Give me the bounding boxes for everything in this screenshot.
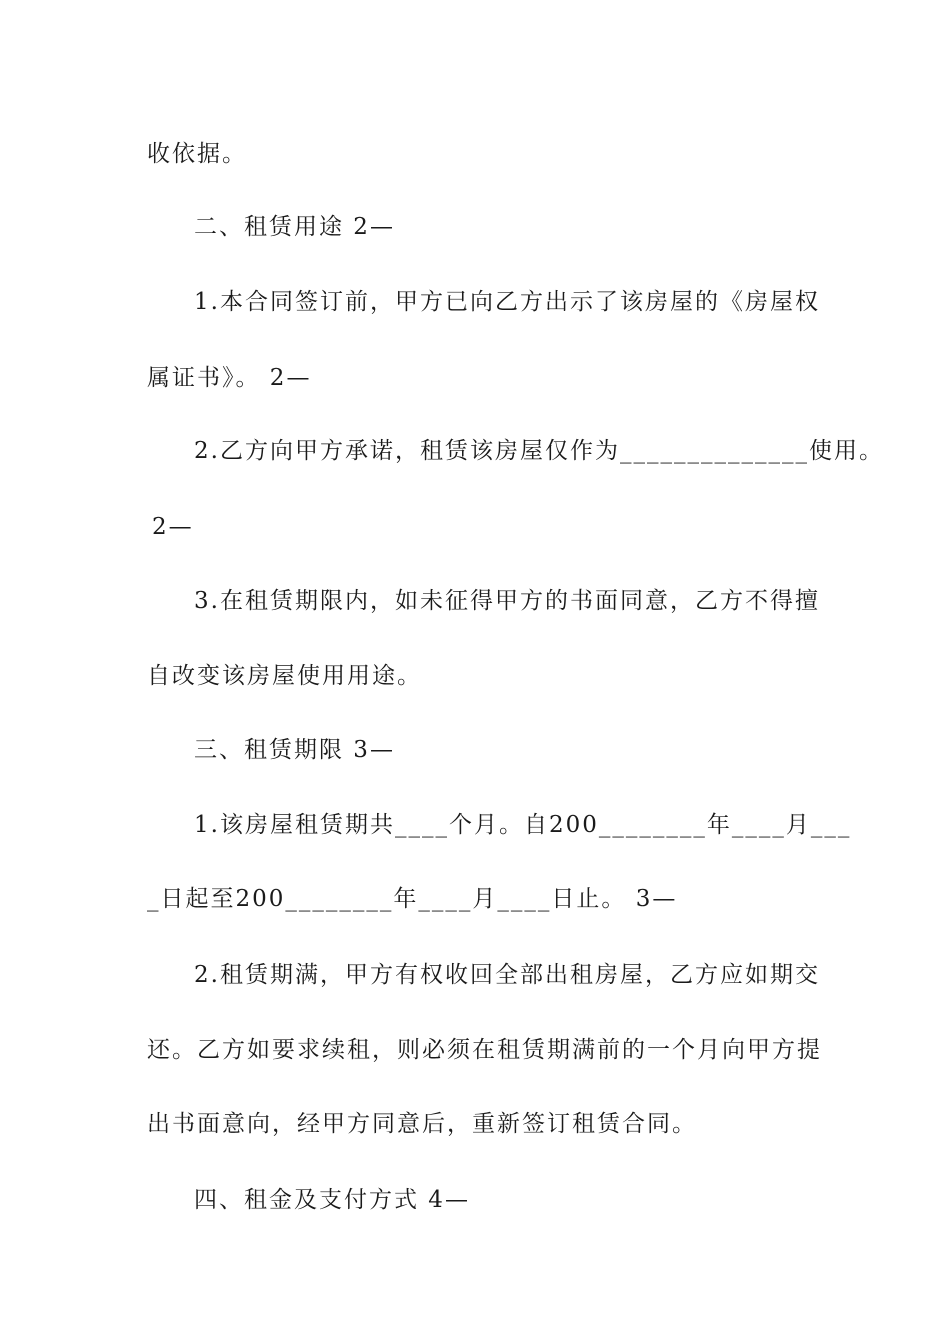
text-line: 1.本合同签订前，甲方已向乙方出示了该房屋的《房屋权 — [194, 289, 820, 315]
text-line: 2.乙方向甲方承诺，租赁该房屋仅作为______________使用。 — [194, 438, 884, 464]
text-line: 属证书》。 2— — [147, 365, 312, 391]
section-heading: 四、租金及支付方式 4— — [194, 1187, 470, 1213]
text-line: 出书面意向，经甲方同意后，重新签订租赁合同。 — [147, 1111, 697, 1137]
section-heading: 三、租赁期限 3— — [194, 737, 395, 763]
section-heading: 二、租赁用途 2— — [194, 214, 395, 240]
text-line: 1.该房屋租赁期共____个月。自200________年____月___ — [194, 812, 852, 838]
text-line: 2— — [152, 514, 194, 540]
text-line: 还。乙方如要求续租，则必须在租赁期满前的一个月向甲方提 — [147, 1037, 822, 1063]
text-line: 3.在租赁期限内，如未征得甲方的书面同意，乙方不得擅 — [194, 588, 820, 614]
text-line: 收依据。 — [147, 141, 247, 167]
text-line: _日起至200________年____月____日止。 3— — [147, 886, 678, 912]
text-line: 2.租赁期满，甲方有权收回全部出租房屋，乙方应如期交 — [194, 962, 820, 988]
text-line: 自改变该房屋使用用途。 — [147, 663, 422, 689]
